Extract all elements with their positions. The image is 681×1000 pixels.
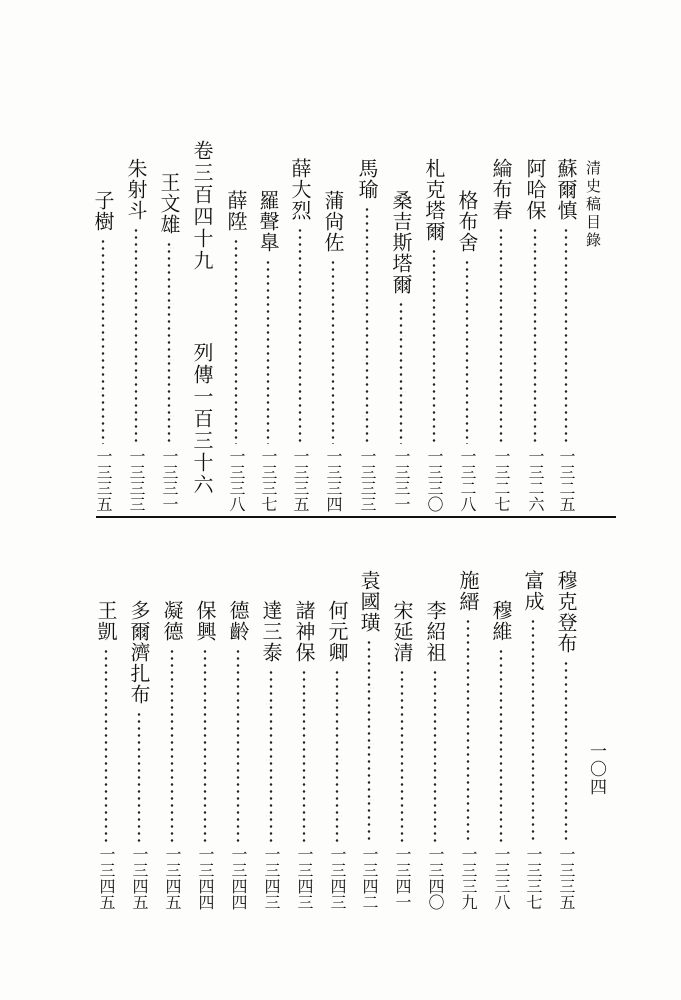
toc-entry[interactable] (458, 570, 478, 910)
dot-leader (268, 669, 274, 842)
entry-page: 一三二七 (492, 448, 511, 512)
toc-entry[interactable] (327, 600, 347, 910)
toc-entry[interactable] (359, 570, 379, 910)
entry-name: 馬瑜 (355, 158, 379, 200)
entry-page: 一三二六 (526, 448, 545, 512)
entry-name: 何元卿 (325, 600, 349, 663)
dot-leader (133, 227, 139, 444)
dot-leader (432, 669, 438, 842)
toc-entry[interactable] (424, 158, 444, 512)
dot-leader (464, 259, 470, 444)
dot-leader (563, 227, 569, 444)
toc-entry[interactable] (457, 190, 477, 512)
dot-leader (265, 259, 271, 444)
entry-name: 宋延清 (390, 600, 414, 663)
dot-leader (330, 259, 336, 444)
toc-entry[interactable] (96, 600, 116, 910)
toc-entry[interactable] (159, 172, 179, 512)
dot-leader (465, 618, 471, 842)
toc-entry[interactable] (195, 600, 215, 910)
entry-name: 桑吉斯塔爾 (389, 190, 413, 295)
toc-entry[interactable] (258, 190, 278, 512)
toc-entry[interactable] (491, 158, 511, 512)
entry-page: 一三三五 (557, 846, 576, 910)
entry-page: 一三四四 (196, 846, 215, 910)
toc-entry[interactable] (525, 158, 545, 512)
entry-name: 朱射斗 (124, 158, 148, 221)
dot-leader (366, 639, 372, 842)
toc-entry[interactable] (294, 600, 314, 910)
dot-leader (398, 301, 404, 444)
entry-page: 一三二五 (557, 448, 576, 512)
entry-page: 一三三五 (291, 448, 310, 512)
entry-name: 王凱 (94, 600, 118, 642)
entry-name: 富成 (521, 570, 545, 612)
entry-page: 一三二八 (458, 448, 477, 512)
dot-leader (498, 648, 504, 842)
entry-name: 格布舍 (455, 190, 479, 253)
entry-name: 王文雄 (157, 172, 181, 235)
chapter-volume: 卷三百四十九 (190, 140, 214, 272)
entry-page: 一三三三 (358, 448, 377, 512)
toc-entry[interactable] (556, 570, 576, 910)
dot-leader (103, 648, 109, 842)
entry-name: 薛陞 (224, 190, 248, 232)
entry-name: 凝德 (160, 600, 184, 642)
entry-name: 薛大烈 (288, 158, 312, 221)
toc-entry[interactable] (523, 570, 543, 910)
entry-name: 蘇爾慎 (554, 158, 578, 221)
entry-page: 一三三一 (160, 448, 179, 512)
entry-page: 一三四三 (328, 846, 347, 910)
entry-page: 一三三八 (227, 448, 246, 512)
entry-page: 一三四〇 (426, 846, 445, 910)
entry-page: 一三四五 (130, 846, 149, 910)
entry-page: 一三四三 (295, 846, 314, 910)
entry-name: 諸神保 (292, 600, 316, 663)
dot-leader (136, 711, 142, 842)
entry-name: 綸布春 (489, 158, 513, 221)
toc-entry[interactable] (392, 600, 412, 910)
toc-entry[interactable] (323, 190, 343, 512)
entry-page: 一三三三 (127, 448, 146, 512)
dot-leader (364, 206, 370, 444)
entry-name: 穆克登布 (554, 570, 578, 654)
entry-page: 一三三五 (94, 448, 113, 512)
entry-page: 一三四二 (360, 846, 379, 910)
dot-leader (532, 227, 538, 444)
section-divider (96, 516, 616, 518)
dot-leader (166, 241, 172, 444)
toc-entry[interactable] (261, 600, 281, 910)
dot-leader (235, 648, 241, 842)
dot-leader (431, 248, 437, 444)
entry-page: 一三三七 (259, 448, 278, 512)
dot-leader (297, 227, 303, 444)
running-header: 清史稿目錄 (584, 160, 602, 250)
toc-entry[interactable] (556, 158, 576, 512)
dot-leader (100, 238, 106, 444)
toc-entry[interactable] (162, 600, 182, 910)
chapter-title: 列傳一百三十六 (190, 342, 214, 496)
toc-entry[interactable] (357, 158, 377, 512)
entry-page: 一三三四 (324, 448, 343, 512)
toc-entry[interactable] (491, 600, 511, 910)
dot-leader (399, 669, 405, 842)
entry-name: 蒲尙佐 (321, 190, 345, 253)
entry-name: 達三泰 (259, 600, 283, 663)
entry-page: 一三四一 (393, 846, 412, 910)
entry-page: 一三三〇 (425, 448, 444, 512)
entry-page: 一三四四 (229, 846, 248, 910)
entry-name: 袁國璜 (357, 570, 381, 633)
entry-name: 穆維 (489, 600, 513, 642)
chapter-heading[interactable] (190, 140, 214, 496)
entry-page: 一三三八 (492, 846, 511, 910)
folio-number: 一〇四 (586, 742, 606, 796)
toc-entry[interactable] (228, 600, 248, 910)
entry-name: 子樹 (91, 190, 115, 232)
entry-page: 一三四五 (97, 846, 116, 910)
toc-entry[interactable] (425, 600, 445, 910)
toc-entry[interactable] (93, 190, 113, 512)
entry-page: 一三三七 (524, 846, 543, 910)
dot-leader (498, 227, 504, 444)
toc-entry[interactable] (126, 158, 146, 512)
toc-entry[interactable] (391, 190, 411, 512)
entry-name: 札克塔爾 (422, 158, 446, 242)
dot-leader (334, 669, 340, 842)
entry-page: 一三三九 (459, 846, 478, 910)
toc-entry[interactable] (129, 600, 149, 910)
entry-name: 施縉 (456, 570, 480, 612)
dot-leader (530, 618, 536, 842)
entry-name: 保興 (193, 600, 217, 642)
dot-leader (563, 660, 569, 842)
dot-leader (169, 648, 175, 842)
dot-leader (233, 238, 239, 444)
toc-entry[interactable] (226, 190, 246, 512)
dot-leader (301, 669, 307, 842)
entry-name: 德齡 (226, 600, 250, 642)
entry-page: 一三四五 (163, 846, 182, 910)
entry-page: 一三三一 (392, 448, 411, 512)
toc-entry[interactable] (290, 158, 310, 512)
entry-name: 多爾濟扎布 (127, 600, 151, 705)
entry-page: 一三四三 (262, 846, 281, 910)
entry-name: 羅聲臯 (256, 190, 280, 253)
entry-name: 阿哈保 (523, 158, 547, 221)
entry-name: 李紹祖 (423, 600, 447, 663)
dot-leader (202, 648, 208, 842)
